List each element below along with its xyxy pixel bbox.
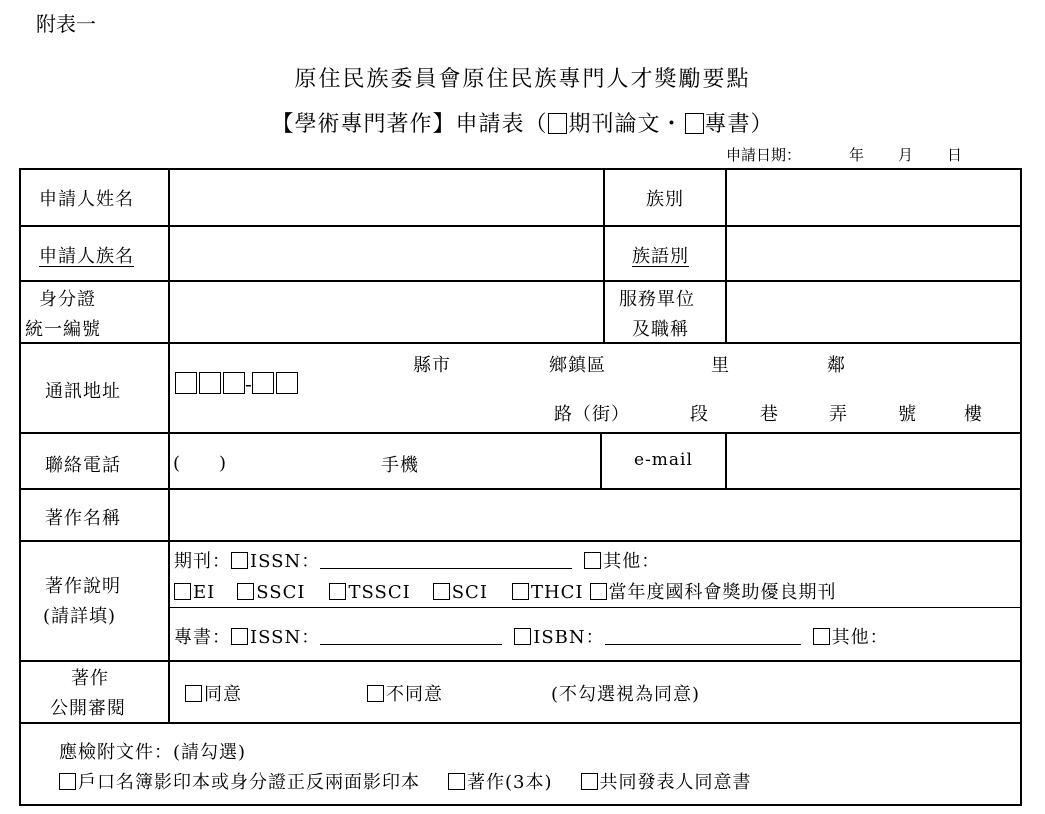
excellent-journal-checkbox[interactable] xyxy=(590,583,607,600)
county-city-label: 縣市 xyxy=(413,355,451,376)
neighborhood-label: 鄰 xyxy=(827,355,846,376)
alley-label: 弄 xyxy=(829,404,848,425)
journal-issn-field[interactable] xyxy=(320,568,572,569)
ei-checkbox[interactable] xyxy=(174,583,191,600)
journal-article-checkbox[interactable] xyxy=(548,113,567,134)
number-label: 號 xyxy=(898,404,917,425)
applicant-name-label: 申請人姓名 xyxy=(39,189,134,210)
book-isbn-checkbox[interactable] xyxy=(514,628,531,645)
village-label: 里 xyxy=(711,355,730,376)
id-number-field[interactable] xyxy=(170,282,602,342)
works-copies-checkbox[interactable] xyxy=(448,773,465,790)
tribe-label: 族別 xyxy=(646,189,684,210)
attachments-label: 應檢附文件：(請勾選) xyxy=(59,742,247,763)
public-label-line2: 公開審閱 xyxy=(50,698,126,719)
tribal-name-field[interactable] xyxy=(170,227,602,280)
ssci-checkbox[interactable] xyxy=(237,583,254,600)
disagree-checkbox[interactable] xyxy=(367,685,384,702)
applicant-name-field[interactable] xyxy=(170,170,602,225)
floor-label: 樓 xyxy=(964,404,983,425)
book-checkbox[interactable] xyxy=(685,113,704,134)
work-desc-label-line2: (請詳填) xyxy=(43,606,117,627)
phone-area-code[interactable]: ( ) xyxy=(173,453,228,474)
application-form xyxy=(19,168,1022,806)
agree-checkbox[interactable] xyxy=(185,685,202,702)
email-field[interactable] xyxy=(727,434,1021,488)
default-note: (不勾選視為同意) xyxy=(551,684,701,705)
road-label: 路（街） xyxy=(554,404,630,425)
journal-line: 期刊： ISSN： 其他： xyxy=(174,551,661,572)
work-desc-label-line1: 著作說明 xyxy=(45,576,121,597)
sci-checkbox[interactable] xyxy=(433,583,450,600)
phone-label: 聯絡電話 xyxy=(45,455,121,476)
township-label: 鄉鎮區 xyxy=(549,355,606,376)
tribe-field[interactable] xyxy=(727,170,1021,225)
journal-index-line: EI SSCI TSSCI SCI THCI 當年度國科會獎助優良期刊 xyxy=(174,578,837,604)
journal-issn-checkbox[interactable] xyxy=(231,552,248,569)
tribal-name-label: 申請人族名 xyxy=(39,246,134,267)
journal-other-checkbox[interactable] xyxy=(584,552,601,569)
book-issn-checkbox[interactable] xyxy=(231,628,248,645)
coauthor-consent-checkbox[interactable] xyxy=(581,773,598,790)
employer-label-line2: 及職稱 xyxy=(632,319,689,340)
address-label: 通訊地址 xyxy=(45,381,121,402)
form-subtitle: 【學術專門著作】申請表（ 期刊論文・ 專書） xyxy=(271,112,774,137)
book-other-checkbox[interactable] xyxy=(813,628,830,645)
agree-option[interactable]: 同意 xyxy=(185,680,242,706)
postal-code-boxes[interactable]: - xyxy=(175,372,300,396)
email-label: e-mail xyxy=(634,450,693,470)
tssci-checkbox[interactable] xyxy=(329,583,346,600)
id-label-line2: 統一編號 xyxy=(25,319,101,340)
mobile-label: 手機 xyxy=(381,455,419,476)
household-copy-checkbox[interactable] xyxy=(59,773,76,790)
thci-checkbox[interactable] xyxy=(512,583,529,600)
book-isbn-field[interactable] xyxy=(605,644,801,645)
disagree-option[interactable]: 不同意 xyxy=(367,680,443,706)
language-label: 族語別 xyxy=(632,246,689,267)
id-label-line1: 身分證 xyxy=(39,289,96,310)
employer-label-line1: 服務單位 xyxy=(619,289,695,310)
book-issn-field[interactable] xyxy=(320,644,502,645)
work-title-label: 著作名稱 xyxy=(45,508,121,529)
form-title: 原住民族委員會原住民族專門人才獎勵要點 xyxy=(294,67,751,92)
employer-field[interactable] xyxy=(727,282,1021,342)
attachment-number: 附表一 xyxy=(36,12,96,36)
public-label-line1: 著作 xyxy=(71,668,109,689)
lane-label: 巷 xyxy=(760,404,779,425)
language-field[interactable] xyxy=(727,227,1021,280)
book-line: 專書： ISSN： ISBN： 其他： xyxy=(174,627,889,648)
subtitle-main: 【學術專門著作】申請表 xyxy=(271,112,525,137)
application-date: 申請日期： 年 月 日 xyxy=(726,146,963,164)
work-title-field[interactable] xyxy=(170,490,1021,540)
attachments-options: 戶口名簿影印本或身分證正反兩面影印本 著作(3本) 共同發表人同意書 xyxy=(59,768,752,794)
section-label: 段 xyxy=(690,404,709,425)
